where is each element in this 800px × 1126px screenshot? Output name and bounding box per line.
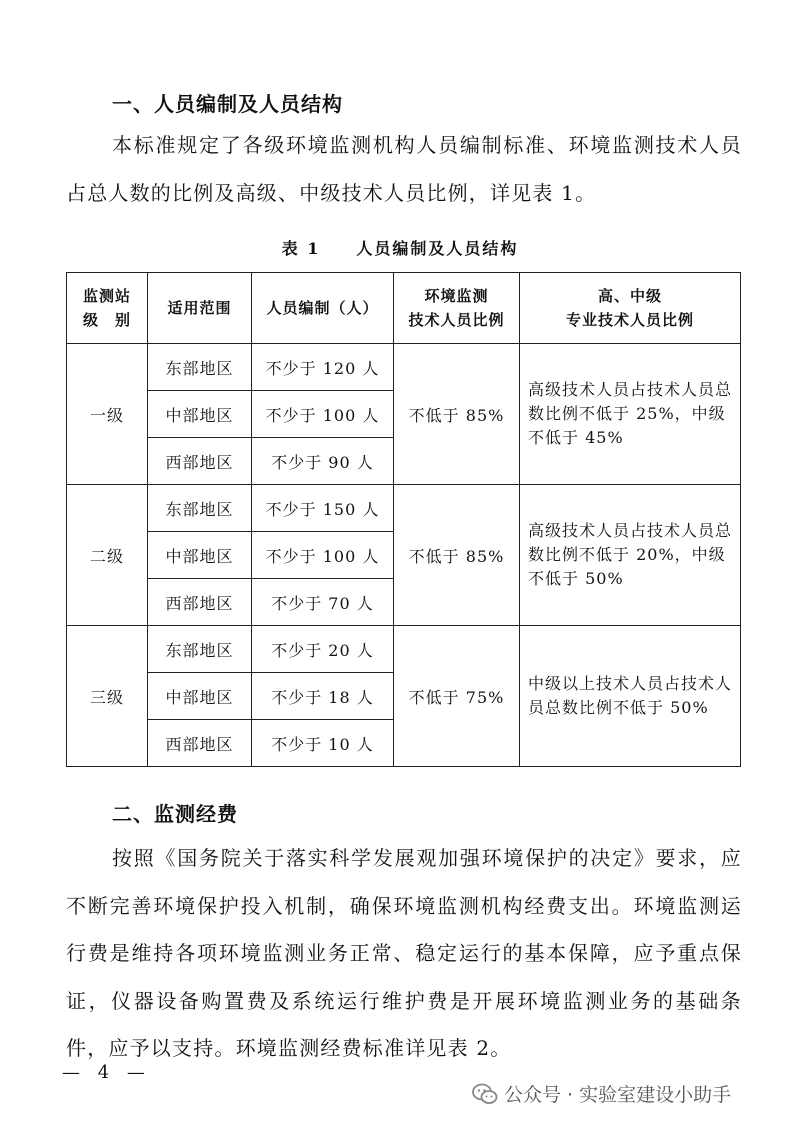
table-header-row bbox=[67, 273, 741, 344]
region-cell: 东部地区 bbox=[148, 626, 252, 673]
table-1-caption-label: 表 1 bbox=[281, 239, 321, 258]
section-2-heading: 二、监测经费 bbox=[112, 802, 238, 826]
senior-ratio-cell: 高级技术人员占技术人员总数比例不低于 20%，中级不低于 50% bbox=[520, 485, 741, 626]
tech-ratio-cell: 不低于 75% bbox=[394, 626, 520, 767]
tech-ratio-cell: 不低于 85% bbox=[394, 344, 520, 485]
level-cell: 三级 bbox=[67, 626, 148, 767]
level-cell: 一级 bbox=[67, 344, 148, 485]
watermark-text: 公众号 · 实验室建设小助手 bbox=[504, 1084, 732, 1106]
header-senior-ratio: 高、中级 专业技术人员比例 bbox=[520, 273, 741, 344]
table-row bbox=[67, 344, 741, 391]
region-cell: 西部地区 bbox=[148, 438, 252, 485]
section-2-paragraph: 按照《国务院关于落实科学发展观加强环境保护的决定》要求，应不断完善环境保护投入机制，确保环境监测机构经费支出。环境监测运行费是维持各项环境监测业务正常、稳定运行的基本保障，应予重点保证，仪器设备购置费及系统运行维护费是开展环境监测业务的基础条件，应予以支持。环境监测经费标准详见表 2。 bbox=[66, 846, 742, 1060]
region-cell: 西部地区 bbox=[148, 720, 252, 767]
section-1-paragraph: 本标准规定了各级环境监测机构人员编制标准、环境监测技术人员占总人数的比例及高级、中级技术人员比例，详见表 1。 bbox=[66, 133, 742, 205]
header-tech-ratio: 环境监测 技术人员比例 bbox=[394, 273, 520, 344]
table-row bbox=[67, 485, 741, 532]
region-cell: 东部地区 bbox=[148, 344, 252, 391]
level-cell: 二级 bbox=[67, 485, 148, 626]
table-1-caption bbox=[0, 236, 800, 259]
staff-cell: 不少于 70 人 bbox=[252, 579, 394, 626]
region-cell: 中部地区 bbox=[148, 532, 252, 579]
staffing-table bbox=[66, 272, 741, 767]
region-cell: 西部地区 bbox=[148, 579, 252, 626]
header-level: 监测站 级 别 bbox=[67, 273, 148, 344]
section-1-heading: 一、人员编制及人员结构 bbox=[112, 92, 343, 116]
wechat-icon bbox=[472, 1083, 498, 1105]
staff-cell: 不少于 100 人 bbox=[252, 391, 394, 438]
region-cell: 中部地区 bbox=[148, 673, 252, 720]
staff-cell: 不少于 120 人 bbox=[252, 344, 394, 391]
region-cell: 东部地区 bbox=[148, 485, 252, 532]
region-cell: 中部地区 bbox=[148, 391, 252, 438]
staff-cell: 不少于 10 人 bbox=[252, 720, 394, 767]
header-staffing: 人员编制（人） bbox=[252, 273, 394, 344]
table-row bbox=[67, 626, 741, 673]
table-1-caption-title: 人员编制及人员结构 bbox=[356, 239, 519, 258]
senior-ratio-cell: 高级技术人员占技术人员总数比例不低于 25%，中级不低于 45% bbox=[520, 344, 741, 485]
staff-cell: 不少于 100 人 bbox=[252, 532, 394, 579]
tech-ratio-cell: 不低于 85% bbox=[394, 485, 520, 626]
watermark bbox=[472, 1080, 731, 1107]
staff-cell: 不少于 150 人 bbox=[252, 485, 394, 532]
staff-cell: 不少于 18 人 bbox=[252, 673, 394, 720]
senior-ratio-cell: 中级以上技术人员占技术人员总数比例不低于 50% bbox=[520, 626, 741, 767]
staff-cell: 不少于 20 人 bbox=[252, 626, 394, 673]
header-scope: 适用范围 bbox=[148, 273, 252, 344]
staff-cell: 不少于 90 人 bbox=[252, 438, 394, 485]
page-number: — 4 — bbox=[62, 1062, 151, 1083]
